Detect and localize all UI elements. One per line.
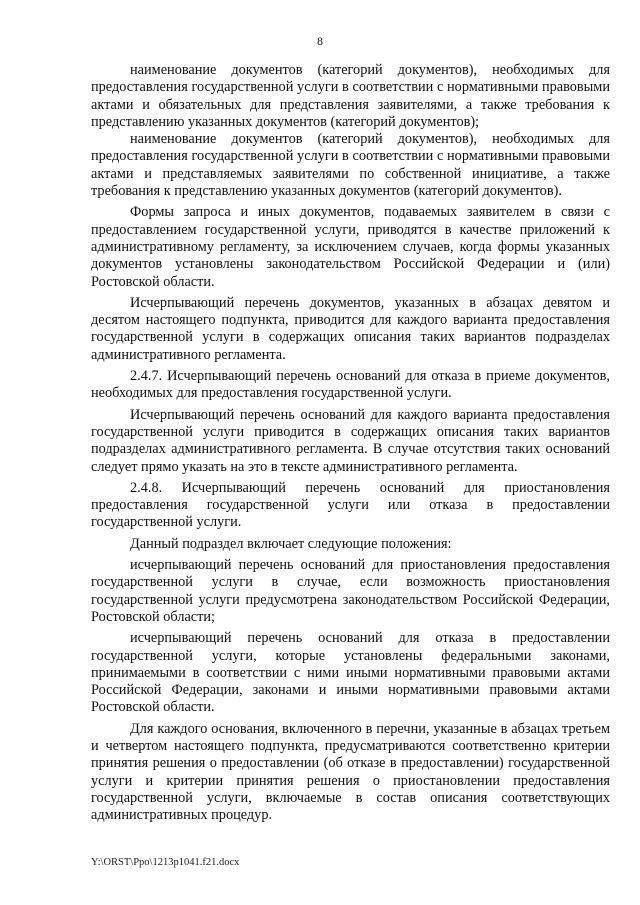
paragraph-optional-documents: наименование документов (категорий документов), необходимых для предоставления государственной услуги в соответствии с нормативными правовыми актами и представляемых заявителями по собственной инициативе, а также требования к представлению указанных документов (категорий документов). (91, 131, 610, 200)
paragraph-section-2-4-8: 2.4.8. Исчерпывающий перечень оснований для приостановления предоставления государственной услуги или отказа в предоставлении государственной услуги. (91, 479, 610, 531)
footer-file-path: Y:\ORST\Ppo\1213p1041.f21.docx (91, 857, 240, 868)
paragraph-document-list: Исчерпывающий перечень документов, указанных в абзацах девятом и десятом настоящего подпункта, приводится для каждого варианта предоставления государственной услуги в содержащих описания таких вариантов подразделах административного регламента. (91, 294, 610, 363)
paragraph-suspension-grounds: исчерпывающий перечень оснований для приостановления предоставления государственной услуги в случае, если возможность приостановления государственной услуги предусмотрена законодательством Российской Федерации, Ростовской области; (91, 557, 610, 625)
document-body (91, 62, 610, 824)
paragraph-required-documents: наименование документов (категорий документов), необходимых для предоставления государственной услуги в соответствии с нормативными правовыми актами и обязательных для представления заявителями, а также требования к представлению указанных документов (категорий документов); (91, 62, 610, 130)
paragraph-decision-criteria: Для каждого основания, включенного в перечни, указанные в абзацах третьем и четвертом настоящего подпункта, предусматриваются соответственно критерии принятия решения о предоставлении (об отказе в предоставлении) государственной услуги и критерии принятия решения о приостановлении предоставления государственной услуги, включаемые в состав описания соответствующих административных процедур. (91, 720, 610, 824)
page-number: 8 (317, 34, 323, 48)
paragraph-subsection-provisions: Данный подраздел включает следующие положения: (130, 535, 452, 552)
paragraph-request-forms: Формы запроса и иных документов, подаваемых заявителем в связи с предоставлением государственной услуги, приводятся в качестве приложений к административному регламенту, за исключением случаев, когда формы указанных документов установлены законодательством Российской Федерации и (или) Ростовской области. (91, 204, 610, 290)
paragraph-refusal-service-grounds: исчерпывающий перечень оснований для отказа в предоставлении государственной услуги, которые установлены федеральными законами, принимаемыми в соответствии с ними иными нормативными правовыми актами Российской Федерации, законами и иными нормативными правовыми актами Ростовской области. (91, 630, 610, 716)
paragraph-section-2-4-7: 2.4.7. Исчерпывающий перечень оснований для отказа в приеме документов, необходимых для предоставления государственной услуги. (91, 368, 610, 402)
paragraph-refusal-grounds: Исчерпывающий перечень оснований для каждого варианта предоставления государственной услуги приводится в содержащих описания таких вариантов подразделах административного регламента. В случае отсутствия таких оснований следует прямо указать на это в тексте административного регламента. (91, 406, 610, 475)
